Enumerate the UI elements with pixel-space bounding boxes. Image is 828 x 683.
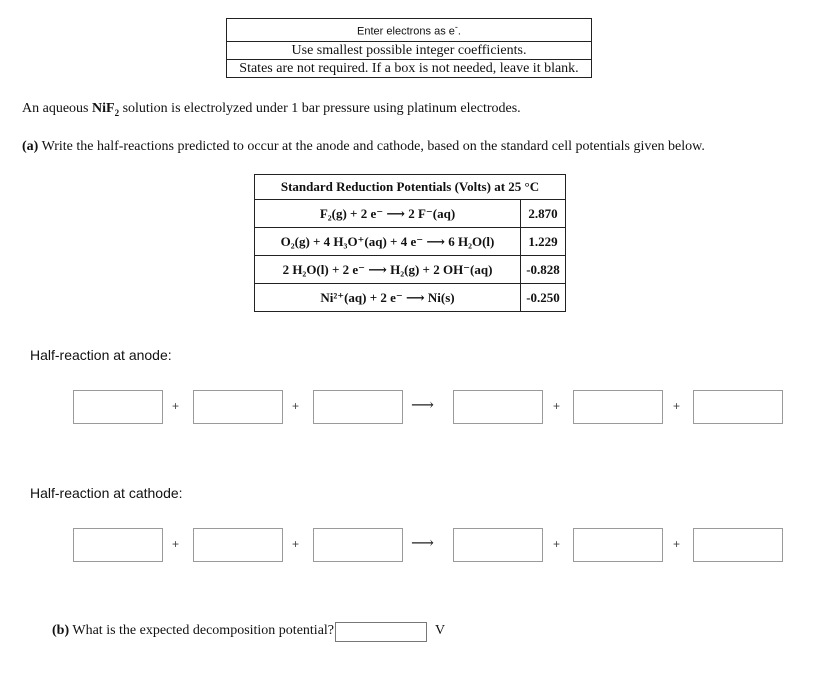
cathode-product-3-input[interactable]: [693, 528, 783, 562]
cathode-reactant-2-input[interactable]: [193, 528, 283, 562]
reaction-arrow-icon: ⟶: [411, 397, 434, 414]
question-intro: An aqueous NiF$_2$ solution is electrolyzed under 1 bar pressure using platinum electrodes.: [22, 101, 521, 118]
instruction-states: States are not required. If a box is not needed, leave it blank.: [227, 59, 592, 77]
unit-label: V: [435, 623, 446, 638]
anode-reactant-2-input[interactable]: [193, 390, 283, 424]
reaction-cell: F₂(g) + 2 e⁻ ⟶ 2 F⁻(aq): [255, 200, 521, 228]
potential-cell: 1.229: [521, 228, 566, 256]
instruction-coefficients: Use smallest possible integer coefficients.: [227, 41, 592, 59]
plus-sign: +: [292, 399, 300, 413]
anode-product-3-input[interactable]: [693, 390, 783, 424]
instruction-electrons: Enter electrons as e-.: [227, 19, 592, 42]
decomposition-potential-input[interactable]: [335, 622, 427, 642]
reaction-arrow-icon: ⟶: [411, 535, 434, 552]
cathode-reactant-1-input[interactable]: [73, 528, 163, 562]
cathode-product-2-input[interactable]: [573, 528, 663, 562]
reaction-cell: 2 H₂O(l) + 2 e⁻ ⟶ H₂(g) + 2 OH⁻(aq): [255, 256, 521, 284]
reaction-cell: Ni²⁺(aq) + 2 e⁻ ⟶ Ni(s): [255, 284, 521, 312]
potential-cell: 2.870: [521, 200, 566, 228]
standard-potentials-table: [254, 174, 566, 312]
anode-product-2-input[interactable]: [573, 390, 663, 424]
question-part-b: (b) What is the expected decomposition potential?: [52, 623, 335, 638]
plus-sign: +: [172, 537, 180, 551]
cathode-product-1-input[interactable]: [453, 528, 543, 562]
instructions-box: [226, 18, 592, 78]
potential-cell: -0.828: [521, 256, 566, 284]
table-row: [255, 284, 566, 312]
potential-cell: -0.250: [521, 284, 566, 312]
anode-label: Half-reaction at anode:: [30, 347, 172, 363]
reaction-cell: O₂(g) + 4 H₃O⁺(aq) + 4 e⁻ ⟶ 6 H₂O(l): [255, 228, 521, 256]
table-row: [255, 200, 566, 228]
plus-sign: +: [553, 399, 561, 413]
table-header: Standard Reduction Potentials (Volts) at 25 °C: [255, 175, 566, 200]
table-row: [255, 228, 566, 256]
plus-sign: +: [673, 399, 681, 413]
plus-sign: +: [292, 537, 300, 551]
plus-sign: +: [673, 537, 681, 551]
anode-reactant-3-input[interactable]: [313, 390, 403, 424]
plus-sign: +: [553, 537, 561, 551]
question-part-a: (a) Write the half-reactions predicted to occur at the anode and cathode, based on the standard cell potentials given below.: [22, 139, 705, 154]
plus-sign: +: [172, 399, 180, 413]
anode-reactant-1-input[interactable]: [73, 390, 163, 424]
cathode-reactant-3-input[interactable]: [313, 528, 403, 562]
cathode-label: Half-reaction at cathode:: [30, 485, 183, 501]
table-row: [255, 256, 566, 284]
anode-product-1-input[interactable]: [453, 390, 543, 424]
